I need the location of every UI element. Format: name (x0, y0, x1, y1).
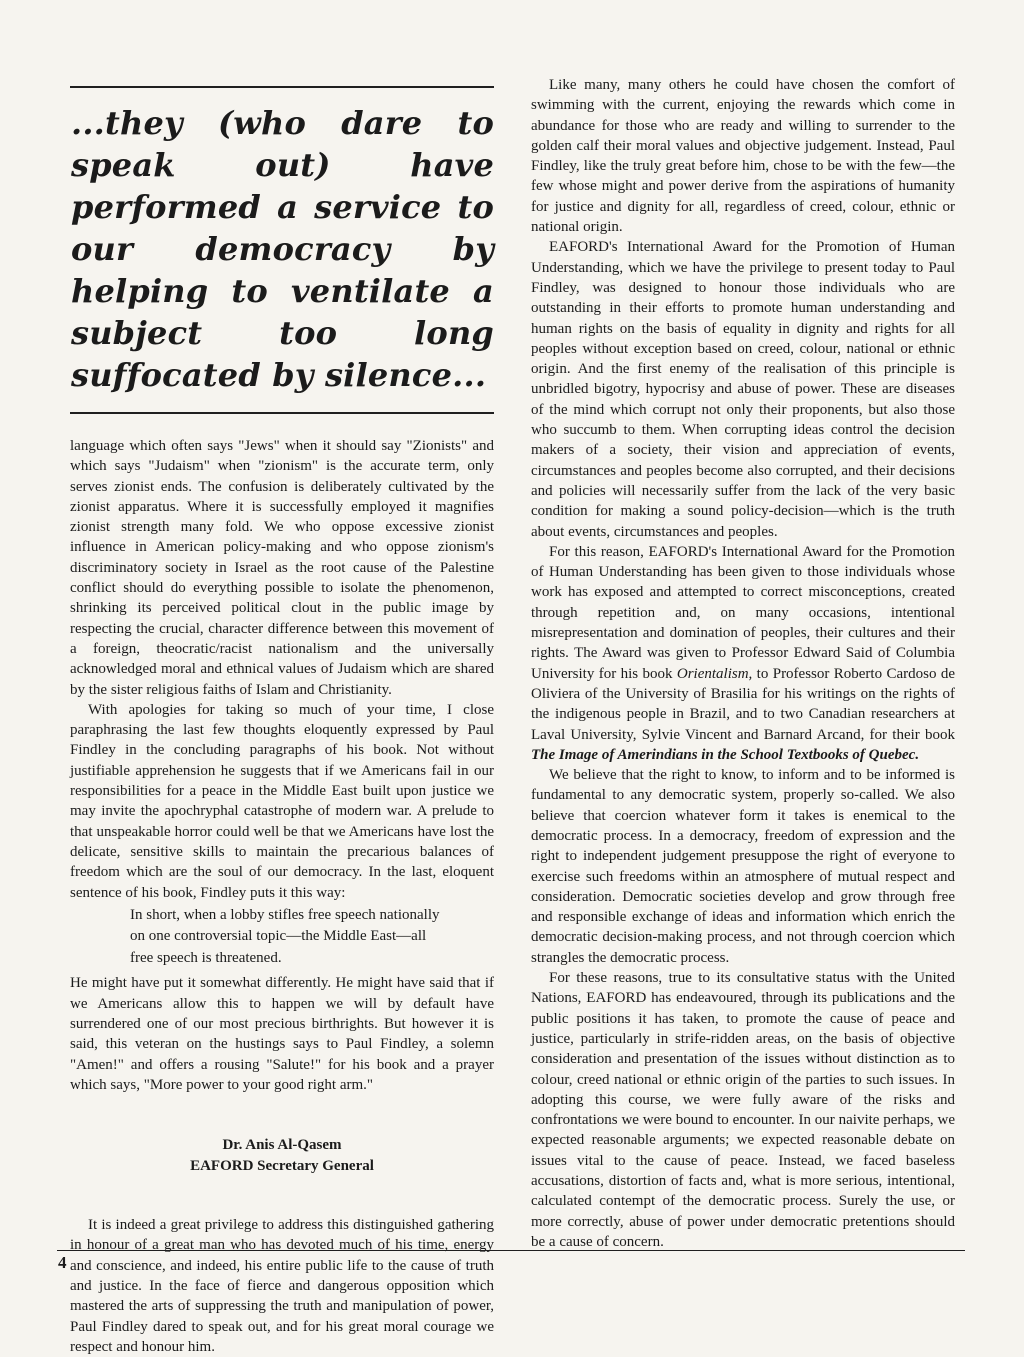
pull-quote: ...they (who dare to speak out) have performed a service to our democracy by helping to ventilate a subject too long suffocated by silence... (71, 104, 494, 394)
right-paragraph-3 (531, 542, 955, 765)
speaker-name: Dr. Anis Al-Qasem (222, 1137, 342, 1154)
speaker-signature (70, 1135, 494, 1177)
right-paragraph-1: Like many, many others he could have chosen the comfort of swimming with the current, enjoying the rewards which come in abundance for those who are ready and willing to surrender to the golden calf their moral values and objective judgement. Instead, Paul Findley, like the truly great before him, chose to be with the few—the few whose might and power derive from the aspirations of humanity for justice and dignity for all, regardless of creed, colour, ethnic or national origin. (531, 77, 955, 236)
pull-quote-bottom-rule (70, 412, 494, 414)
quote-line: free speech is threatened. (130, 949, 282, 966)
right-paragraph-2: EAFORD's International Award for the Promotion of Human Understanding, which we have the privilege to present today to Paul Findley, was designed to honour those individuals who are outstanding in their efforts to promote human understanding and human rights on the basis of equality in dignity and rights for all peoples without exception based on creed, colour, national or ethnic origin. And the first enemy of the realisation of this principle is unbridled bigotry, hypocrisy and abuse of power. These are diseases of the mind which corrupt not only their proponents, but also those who succumb to them. When corrupting ideas control the decision makers of a society, their vision and appreciation of events, circumstances and peoples become also corrupted, and their decisions and policies will necessarily suffer from the lack of the very basic condition for making a sound policy-decision—which is the truth about events, circumstances and peoples. (531, 239, 955, 540)
speaker-title: EAFORD Secretary General (190, 1158, 374, 1175)
left-paragraph-4: It is indeed a great privilege to address this distinguished gathering in honour of a great man who has devoted much of his time, energy and conscience, and indeed, his entire public life to the cause of truth and justice. In the face of fierce and dangerous opposition which mastered the arts of suppressing the truth and manipulation of power, Paul Findley dared to speak out, and for his great moral courage we respect and honour him. (70, 1217, 494, 1355)
book-title-amerindians: The Image of Amerindians in the School Textbooks of Quebec. (531, 746, 920, 763)
quote-line: on one controversial topic—the Middle East—all (130, 928, 427, 945)
right-paragraph-4: We believe that the right to know, to inform and to be informed is fundamental to any democratic system, properly so-called. We also believe that coercion whatever form it takes is enemical to the democratic process. In a democracy, freedom of expression and the right to independent judgement presuppose the right of everyone to exercise such freedoms within an atmosphere of mutual respect and consideration. Democratic societies develop and grow through free and responsible exchange of ideas and information which enrich the democratic decision-making process, and not through coercion which strangles the democratic process. (531, 767, 955, 966)
paragraph-text: to Professor Roberto Cardoso de Oliviera of the University of Brasilia for his writings on the rights of the indigenous people in Brazil, and to two Canadian researchers at Laval University, Sylvie Vincent and Barnard Arcand, for their book (531, 665, 956, 743)
footer-rule (57, 1250, 965, 1251)
page-number: 4 (58, 1253, 67, 1272)
right-column (531, 75, 955, 1252)
left-column (70, 86, 494, 1357)
right-paragraph-5: For these reasons, true to its consultative status with the United Nations, EAFORD has endeavoured, through its publications and the public positions it has taken, to promote the cause of peace and justice, particularly in strife-ridden areas, on the basis of objective consideration and presentation of the issues without distinction as to colour, creed national or ethnic origin of the parties to such issues. In adopting this course, we were fully aware of the risks and confrontations we were bound to encounter. In our naivite perhaps, we expected reasonable arguments; we expected reasonable debate on issues vital to the cause of peace. Instead, we faced baseless accusations, distortion of facts and, what is more serious, intentional, calculated contempt of the democratic process. Surely the use, or more correctly, abuse of power under democratic pretentions should be a cause of concern. (531, 970, 955, 1250)
book-title-orientalism: Orientalism, (676, 665, 753, 682)
left-paragraph-3: He might have put it somewhat differently. He might have said that if we Americans allow this to happen we will by default have surrendered one of our most precious birthrights. But however it is said, this veteran on the hustings says to Paul Findley, a solemn "Amen!" and offers a rousing "Salute!" for his book and a prayer which says, "More power to your good right arm." (70, 975, 494, 1093)
quote-line: In short, when a lobby stifles free speech nationally (130, 906, 440, 923)
left-paragraph-1: language which often says "Jews" when it should say "Zionists" and which says "Judaism" when "zionism" is the accurate term, only serves zionist ends. The confusion is deliberately cultivated by the zionist apparatus. Where it is successfully employed it magnifies zionist strength many fold. We who oppose excessive zionist influence in American policy-making and who oppose zionism's discriminatory society in Israel as the root cause of the Palestine conflict should do everything possible to isolate the phenomenon, shrinking its perceived political clout in the public image by respecting the crucial, character difference between this movement of a foreign, theocratic/racist nationalism and the universally acknowledged moral and ethnical values of Judaism which are shared by the sister religious faiths of Islam and Christianity. (70, 438, 494, 698)
paragraph-text: For this reason, EAFORD's International Award for the Promotion of Human Understanding has been given to those individuals whose work has exposed and attempted to correct misconceptions, created through repetition and, on many occasions, intentional misrepresentation and domination of peoples, their cultures and their rights. The Award was given to Professor Edward Said of Columbia University for his book (531, 543, 955, 682)
findley-quote (130, 905, 440, 970)
pull-quote-top-rule (70, 86, 494, 88)
left-paragraph-2: With apologies for taking so much of your time, I close paraphrasing the last few thoughts eloquently expressed by Paul Findley in the concluding paragraphs of his book. Not without justifiable apprehension he suggests that if we Americans fail in our responsibilities for a peace in the Middle East built upon justice we may invite the apochryphal catastrophe of modern war. A prelude to that unspeakable horror could well be that we Americans have lost the delicate, sensitive skills to maintain the precarious balances of freedom which are the soul of our democracy. In the last, eloquent sentence of his book, Findley puts it this way: (70, 701, 494, 901)
